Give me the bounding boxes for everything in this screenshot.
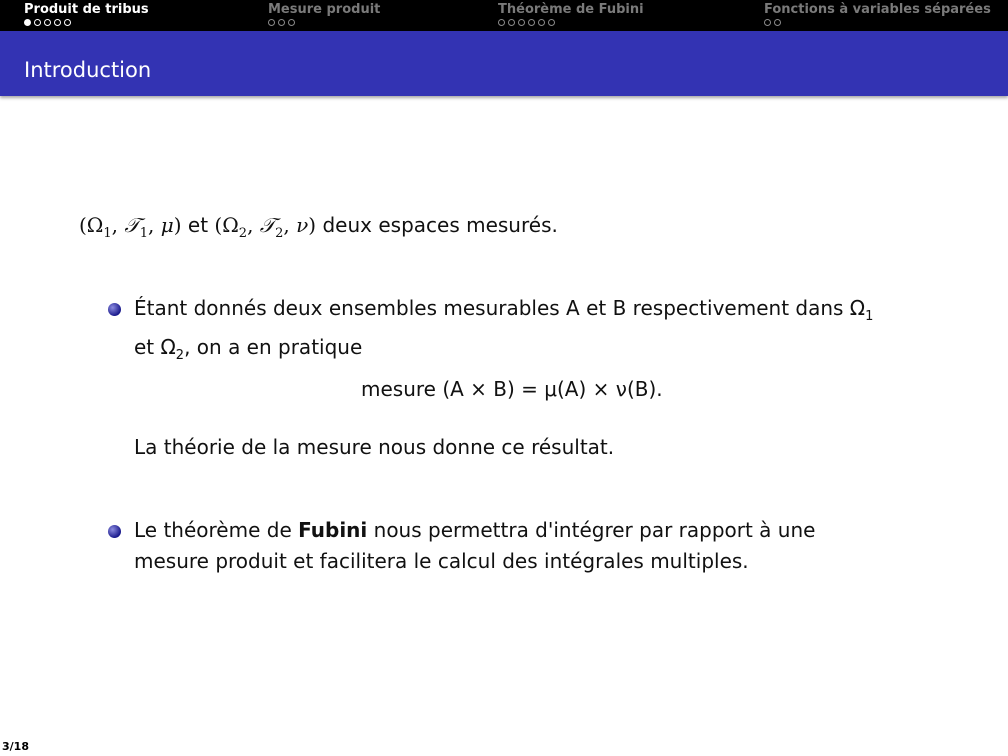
nav-progress-dots <box>24 19 149 26</box>
bullet-item-1 <box>134 293 934 371</box>
bullet-1-line-2-suffix: , on a en pratique <box>184 335 363 359</box>
nav-dot[interactable] <box>764 19 771 26</box>
nav-dot[interactable] <box>44 19 51 26</box>
subscript: 1 <box>865 309 874 324</box>
nav-dot[interactable] <box>64 19 71 26</box>
nav-dot[interactable] <box>34 19 41 26</box>
nav-section-mesure-produit[interactable] <box>268 2 380 26</box>
bullet-1-line-2-prefix: et Ω <box>134 335 176 359</box>
nav-dot[interactable] <box>278 19 285 26</box>
nav-dot[interactable] <box>528 19 535 26</box>
subscript: 2 <box>175 348 185 363</box>
intro-suffix: deux espaces mesurés. <box>322 213 558 237</box>
nav-dot[interactable] <box>288 19 295 26</box>
nav-section-title[interactable]: Fonctions à variables séparées <box>764 2 991 17</box>
bullet-1-line-1: Étant donnés deux ensembles mesurables A et B respectivement dans Ω <box>134 296 866 320</box>
nav-dot[interactable] <box>548 19 555 26</box>
nav-section-title[interactable]: Théorème de Fubini <box>498 2 644 17</box>
nav-dot[interactable] <box>774 19 781 26</box>
bullet-2-prefix: Le théorème de <box>134 518 299 542</box>
nav-dot[interactable] <box>508 19 515 26</box>
nav-progress-dots <box>498 19 644 26</box>
nav-section-title[interactable]: Mesure produit <box>268 2 381 17</box>
measure-space-2: ($\Omega_2$, 𝒯$_2$, ν) <box>214 213 317 241</box>
measure-space-1: ($\Omega_1$, 𝒯$_1$, μ) <box>79 213 182 241</box>
nav-dot[interactable] <box>518 19 525 26</box>
bullet-2-line-1-suffix: nous permettra d'intégrer par rapport à une <box>367 518 816 542</box>
nav-dot[interactable] <box>268 19 275 26</box>
frame-title: Introduction <box>24 58 152 82</box>
nav-dot[interactable] <box>538 19 545 26</box>
bullet-2-line-2: mesure produit et facilitera le calcul des intégrales multiples. <box>134 549 749 573</box>
fubini-name: Fubini <box>298 518 368 542</box>
nav-dot[interactable] <box>54 19 61 26</box>
nav-dot-current[interactable] <box>24 19 31 26</box>
nav-section-fonctions-variables-separees[interactable] <box>764 2 991 26</box>
page-number: 3/18 <box>2 740 29 753</box>
bullet-1-conclusion: La théorie de la mesure nous donne ce résultat. <box>134 435 615 459</box>
nav-progress-dots <box>764 19 991 26</box>
nav-section-title[interactable]: Produit de tribus <box>24 2 149 17</box>
nav-section-theoreme-de-fubini[interactable] <box>498 2 644 26</box>
product-measure-formula: mesure (A × B) = μ(A) × ν(B). <box>361 377 663 401</box>
nav-section-produit-de-tribus[interactable] <box>24 2 149 26</box>
bullet-item-2 <box>134 515 934 577</box>
intro-conjunction: et <box>187 213 209 237</box>
nav-progress-dots <box>268 19 380 26</box>
intro-line <box>79 213 558 241</box>
frame-title-bar <box>0 31 1008 96</box>
bullet-icon <box>108 303 121 316</box>
nav-dot[interactable] <box>498 19 505 26</box>
navigation-bar <box>0 0 1008 31</box>
bullet-icon <box>108 525 121 538</box>
